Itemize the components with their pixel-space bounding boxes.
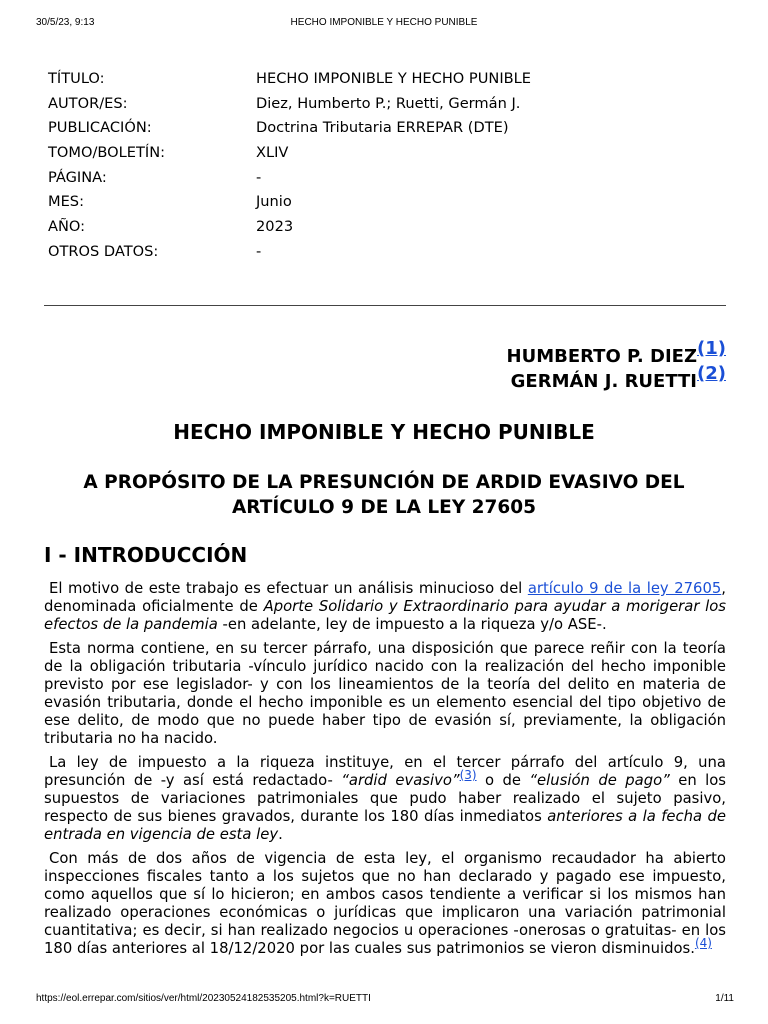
metadata-row xyxy=(48,70,728,95)
metadata-value: 2023 xyxy=(256,218,294,236)
metadata-row xyxy=(48,169,728,194)
print-title: HECHO IMPONIBLE Y HECHO PUNIBLE xyxy=(290,17,478,28)
text: La ley de impuesto a la riqueza instituye, en el tercer párrafo del artículo 9, una presunción de -y así está redactado- xyxy=(44,754,726,789)
article-body xyxy=(44,580,726,964)
footnote-link[interactable]: (4) xyxy=(694,936,712,951)
text: El motivo de este trabajo es efectuar un análisis minucioso del xyxy=(49,580,528,597)
emphasis-text: Aporte Solidario y Extraordinario para ayudar a morigerar los efectos de la pandemia xyxy=(44,598,726,633)
metadata-key: AÑO: xyxy=(48,218,86,236)
metadata-row xyxy=(48,119,728,144)
footnote-link[interactable]: (2) xyxy=(697,363,726,384)
paragraph xyxy=(44,580,726,634)
emphasis-text: “ardid evasivo” xyxy=(341,772,460,789)
text: en los supuestos de variaciones patrimoniales que pudo haber realizado el sujeto pasivo, respecto de sus bienes gravados, durante los 180 días inmediatos xyxy=(44,772,727,825)
metadata-value: - xyxy=(256,168,262,186)
law-article-link[interactable]: artículo 9 de la ley 27605 xyxy=(527,580,722,597)
article-title: HECHO IMPONIBLE Y HECHO PUNIBLE xyxy=(173,420,595,444)
metadata-value: - xyxy=(256,242,262,260)
page-number: 1/11 xyxy=(715,993,734,1004)
author-line xyxy=(506,338,726,369)
metadata-row xyxy=(48,95,728,120)
emphasis-text: “elusión de pago” xyxy=(529,772,670,789)
metadata-value: HECHO IMPONIBLE Y HECHO PUNIBLE xyxy=(256,70,531,87)
author-name: GERMÁN J. RUETTI xyxy=(510,371,698,392)
text: -en adelante, ley de impuesto a la riqueza y/o ASE-. xyxy=(217,616,607,633)
metadata-key: OTROS DATOS: xyxy=(48,242,159,260)
article-subtitle: A PROPÓSITO DE LA PRESUNCIÓN DE ARDID EVASIVO DEL ARTÍCULO 9 DE LA LEY 27605 xyxy=(83,472,685,518)
metadata-table xyxy=(48,70,728,268)
text: . xyxy=(278,826,283,843)
metadata-row xyxy=(48,218,728,243)
print-header xyxy=(0,17,768,31)
print-url: https://eol.errepar.com/sitios/ver/html/20230524182535205.html?k=RUETTI xyxy=(36,993,371,1004)
text: Con más de dos años de vigencia de esta ley, el organismo recaudador ha abierto inspecciones fiscales tanto a los sujetos que no han declarado y pagado ese impuesto, como aquellos que sí lo hicieron; en ambos casos tendiente a verificar si los mismos han realizado operaciones económicas o jurídicas que implicaron una variación patrimonial cuantitativa; es decir, si han realizado negocios u operaciones -onerosas o gratuitas- en los 180 días anteriores al 18/12/2020 por las cuales sus patrimonios se vieron disminuidos. xyxy=(44,850,726,957)
print-date: 30/5/23, 9:13 xyxy=(36,17,95,28)
metadata-value: Junio xyxy=(256,193,292,211)
emphasis-text: anteriores a la fecha de entrada en vigencia de esta ley xyxy=(44,808,726,843)
metadata-row xyxy=(48,243,728,268)
section-heading: I - INTRODUCCIÓN xyxy=(44,543,248,567)
metadata-key: TÍTULO: xyxy=(48,70,105,87)
metadata-key: TOMO/BOLETÍN: xyxy=(48,144,166,162)
paragraph xyxy=(44,850,726,958)
metadata-row xyxy=(48,193,728,218)
metadata-row xyxy=(48,144,728,169)
author-line xyxy=(507,363,726,394)
metadata-key: AUTOR/ES: xyxy=(48,94,128,112)
metadata-value: Diez, Humberto P.; Ruetti, Germán J. xyxy=(256,94,521,112)
divider xyxy=(44,305,726,306)
footnote-link[interactable]: (3) xyxy=(459,768,477,783)
footnote-link[interactable]: (1) xyxy=(697,338,726,359)
metadata-key: PUBLICACIÓN: xyxy=(48,119,152,137)
metadata-value: Doctrina Tributaria ERREPAR (DTE) xyxy=(256,119,509,137)
author-name: HUMBERTO P. DIEZ xyxy=(506,346,698,367)
authors-block xyxy=(506,338,726,394)
paragraph: Esta norma contiene, en su tercer párrafo, una disposición que parece reñir con la teoría de la obligación tributaria -vínculo jurídico nacido con la realización del hecho imponible previsto por ese legislador- y con los lineamientos de la teoría del delito en materia de evasión tributaria, donde el hecho imponible es un elemento esencial del tipo objetivo de ese delito, de modo que no puede haber tipo de evasión sí, previamente, la obligación tributaria no ha nacido. xyxy=(44,640,726,747)
text: o de xyxy=(476,772,530,789)
text: , denominada oficialmente de xyxy=(44,580,726,615)
metadata-key: MES: xyxy=(48,193,84,211)
paragraph xyxy=(44,754,726,844)
metadata-key: PÁGINA: xyxy=(48,168,107,186)
metadata-value: XLIV xyxy=(256,144,289,162)
print-footer xyxy=(0,993,768,1007)
